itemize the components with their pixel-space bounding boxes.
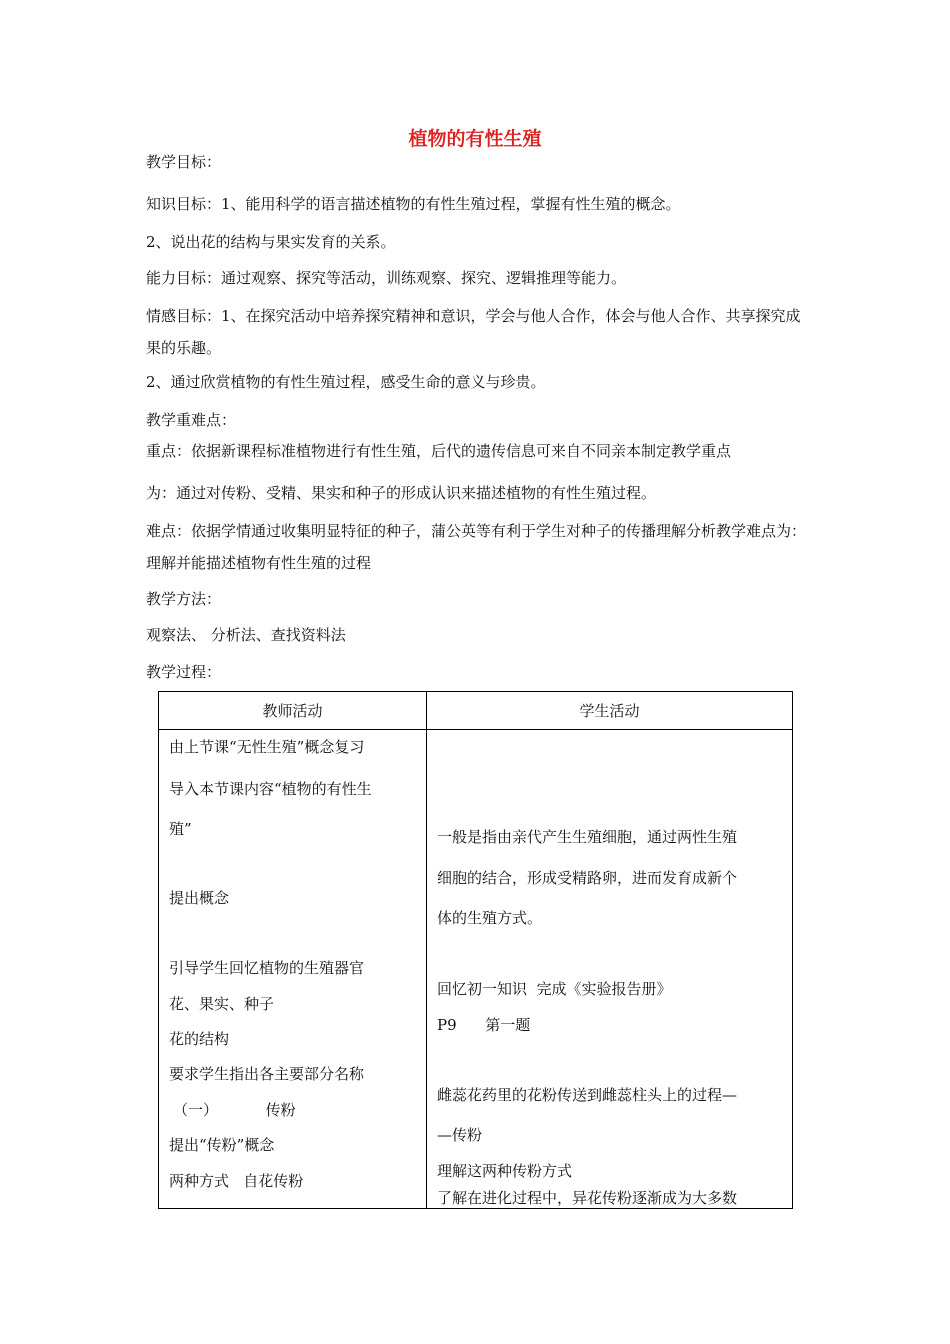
teacher-line: 提出概念 bbox=[169, 889, 230, 907]
teacher-line: 两种方式 自花传粉 bbox=[169, 1172, 304, 1190]
teacher-line: 由上节课“无性生殖”概念复习 bbox=[169, 738, 365, 756]
knowledge-goal-1: 知识目标：1、能用科学的语言描述植物的有性生殖过程，掌握有性生殖的概念。 bbox=[146, 195, 681, 213]
emotion-goal-2: 2、通过欣赏植物的有性生殖过程，感受生命的意义与珍贵。 bbox=[146, 373, 546, 391]
student-line: —传粉 bbox=[437, 1126, 483, 1144]
student-line: 一般是指由亲代产生生殖细胞，通过两性生殖 bbox=[437, 828, 738, 846]
key-point-line-1: 重点：依据新课程标准植物进行有性生殖，后代的遗传信息可来自不同亲本制定教学重点 bbox=[146, 442, 732, 460]
teacher-line: 花的结构 bbox=[169, 1030, 230, 1048]
student-line: 雌蕊花药里的花粉传送到雌蕊柱头上的过程— bbox=[437, 1086, 738, 1104]
teacher-line: 提出“传粉”概念 bbox=[169, 1136, 275, 1154]
student-line: 细胞的结合，形成受精路卵，进而发育成新个 bbox=[437, 869, 738, 887]
teacher-line: 导入本节课内容“植物的有性生 bbox=[169, 780, 372, 798]
key-difficult-heading: 教学重难点： bbox=[146, 411, 237, 429]
teacher-line: 要求学生指出各主要部分名称 bbox=[169, 1065, 365, 1083]
document-title: 植物的有性生殖 bbox=[408, 128, 542, 150]
teacher-line: 殖” bbox=[169, 820, 192, 838]
table-header-row bbox=[159, 692, 793, 730]
key-point-line-2: 为：通过对传粉、受精、果实和种子的形成认识来描述植物的有性生殖过程。 bbox=[146, 484, 657, 502]
teacher-line: 引导学生回忆植物的生殖器官 bbox=[169, 959, 365, 977]
teaching-process-table bbox=[158, 691, 793, 1209]
teacher-line: （一） 传粉 bbox=[173, 1101, 296, 1119]
student-activity-cell bbox=[427, 730, 793, 1209]
emotion-goal-1: 情感目标：1、在探究活动中培养探究精神和意识，学会与他人合作，体会与他人合作、共享探究成果的乐趣。 bbox=[146, 307, 801, 357]
teacher-line: 花、果实、种子 bbox=[169, 995, 275, 1013]
student-line: 体的生殖方式。 bbox=[437, 909, 543, 927]
header-teacher-activity: 教师活动 bbox=[159, 692, 427, 730]
teaching-methods: 观察法、 分析法、查找资料法 bbox=[146, 626, 346, 644]
knowledge-goal-2: 2、说出花的结构与果实发育的关系。 bbox=[146, 233, 396, 251]
teaching-process-heading: 教学过程： bbox=[146, 663, 222, 681]
student-line: 回忆初一知识 完成《实验报告册》 bbox=[437, 980, 672, 998]
student-line: 理解这两种传粉方式 bbox=[437, 1162, 573, 1180]
student-line: P9 第一题 bbox=[437, 1016, 531, 1034]
teaching-method-heading: 教学方法： bbox=[146, 590, 222, 608]
student-line: 了解在进化过程中，异花传粉逐渐成为大多数 bbox=[437, 1189, 738, 1207]
teacher-activity-cell bbox=[159, 730, 427, 1209]
header-student-activity: 学生活动 bbox=[427, 692, 793, 730]
table-row bbox=[159, 730, 793, 1209]
teaching-goals-heading: 教学目标： bbox=[146, 153, 222, 171]
difficult-point: 难点：依据学情通过收集明显特征的种子，蒲公英等有利于学生对种子的传播理解分析教学难点为：理解并能描述植物有性生殖的过程 bbox=[146, 522, 807, 572]
ability-goal: 能力目标：通过观察、探究等活动，训练观察、探究、逻辑推理等能力。 bbox=[146, 269, 627, 287]
